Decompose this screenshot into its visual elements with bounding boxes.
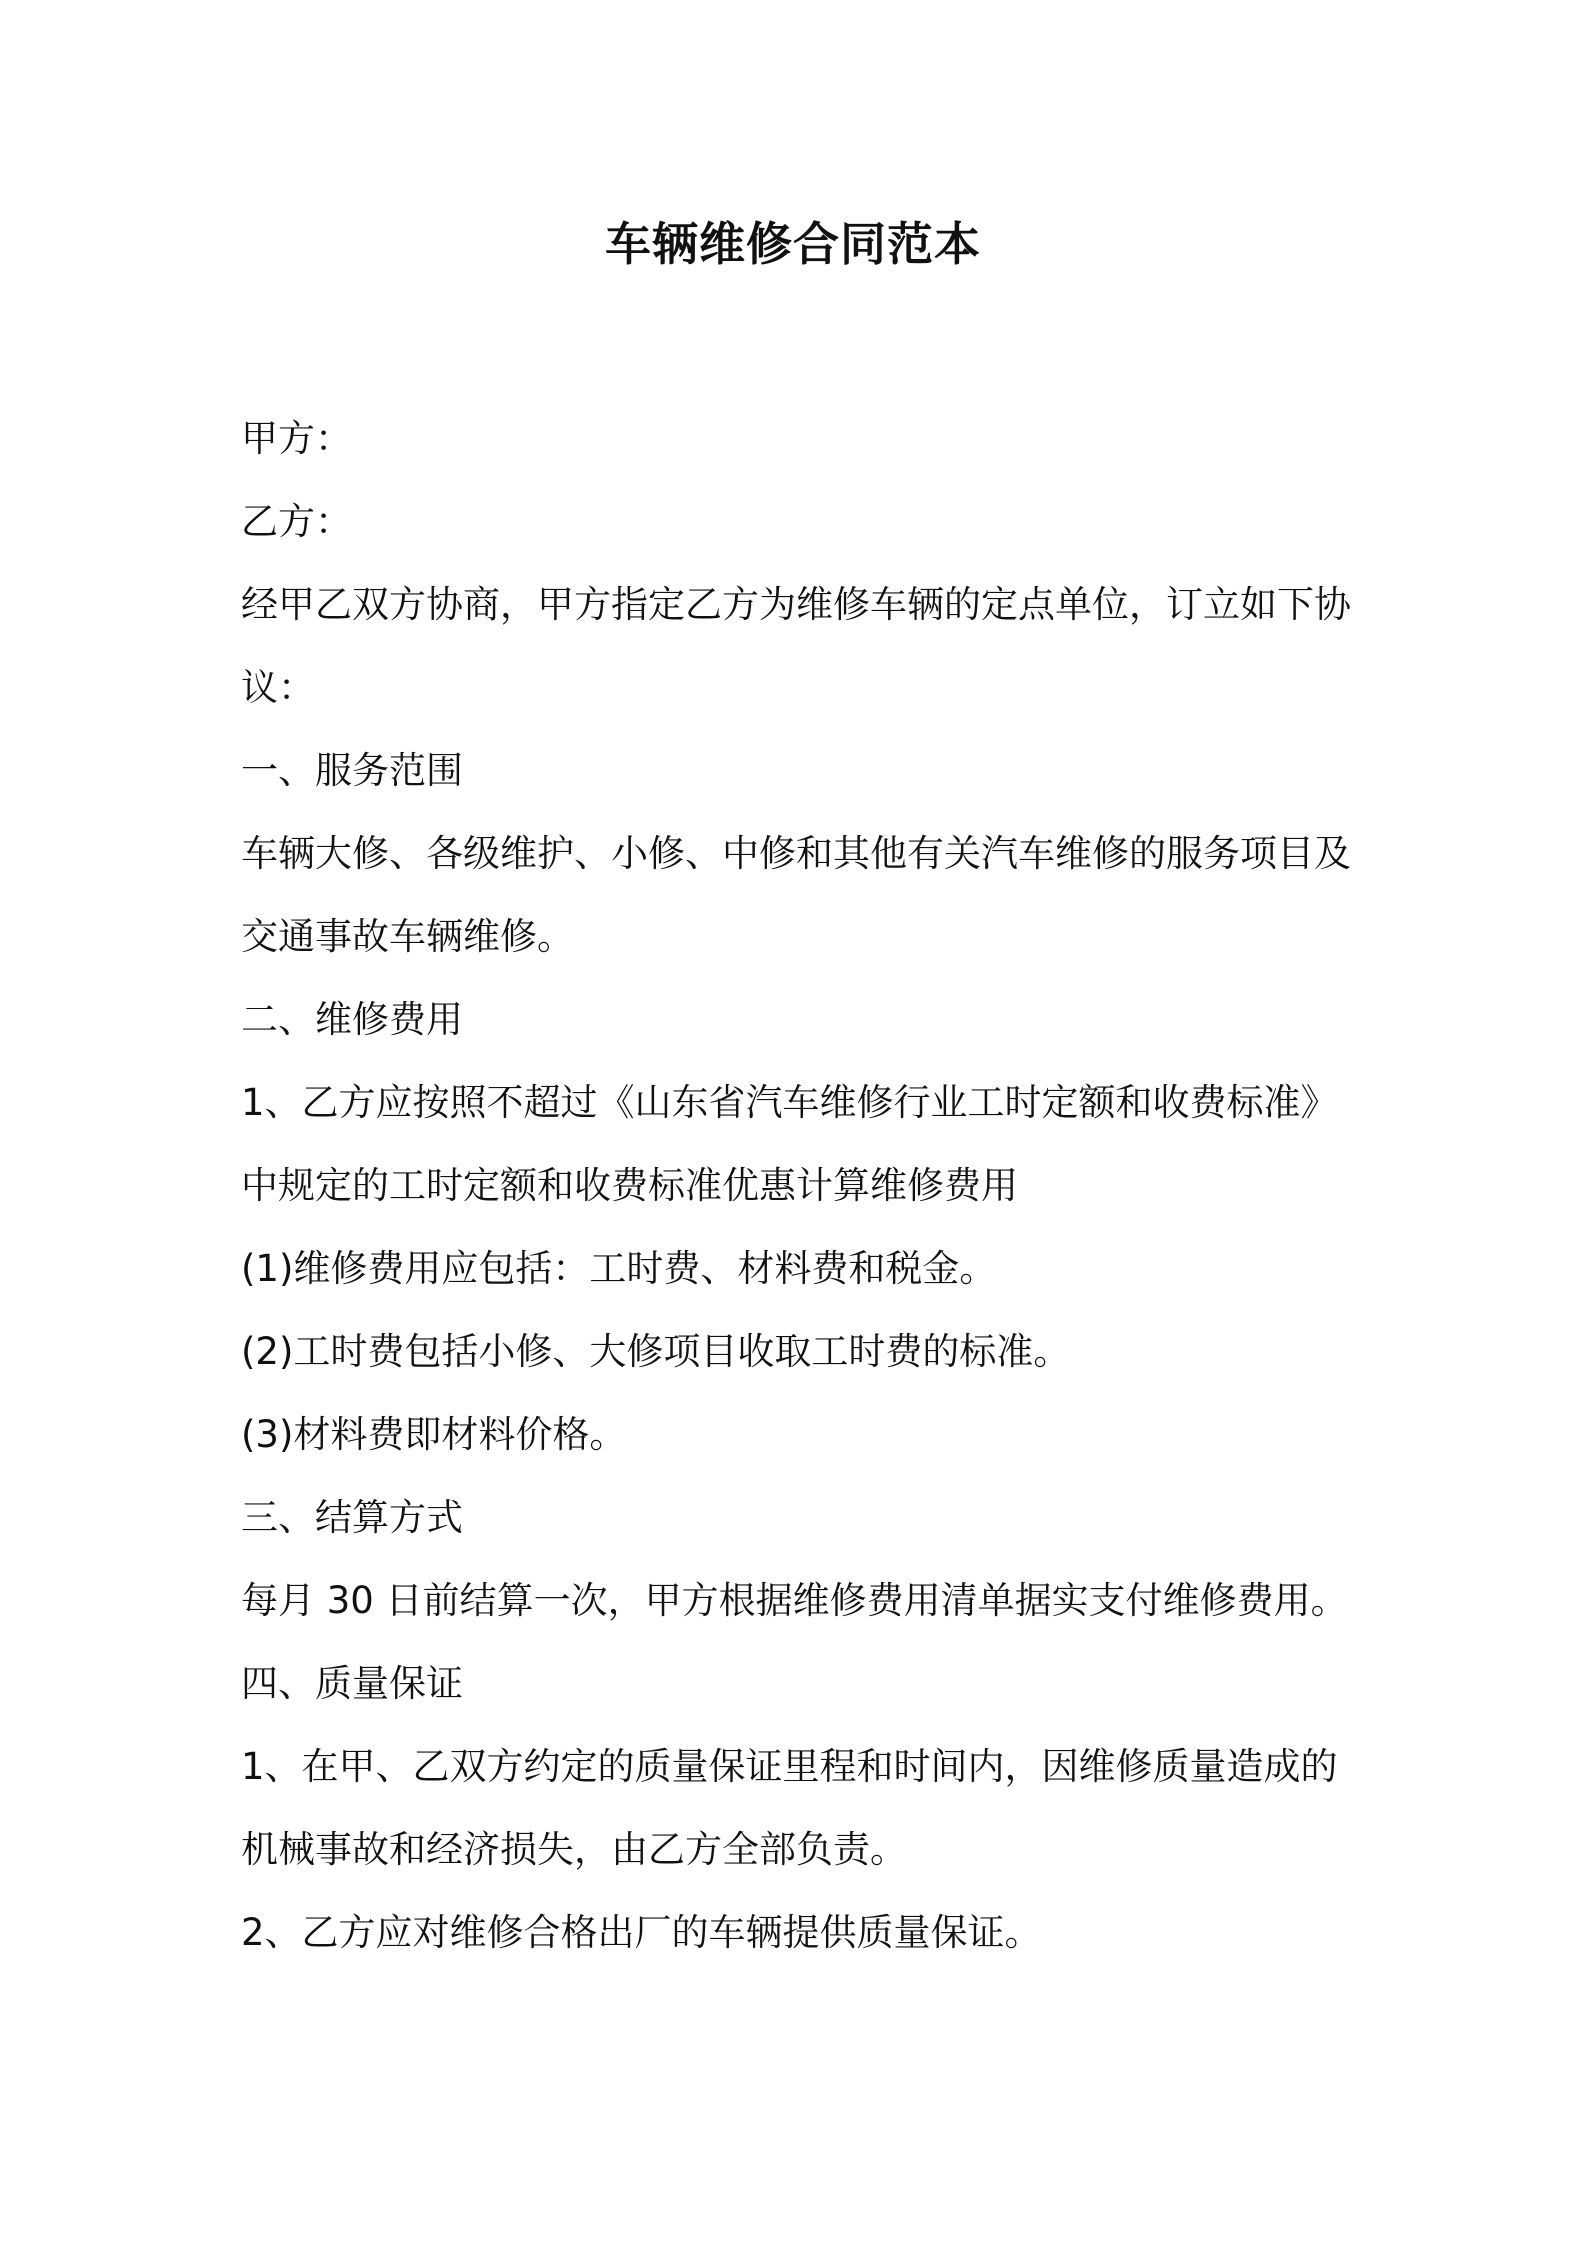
settlement-line: 每月 30 日前结算一次，甲方根据维修费用清单据实支付维修费用。 — [241, 1579, 1348, 1622]
repair-fees-item-2: (2)工时费包括小修、大修项目收取工时费的标准。 — [241, 1330, 1071, 1373]
section-heading-service-scope: 一、服务范围 — [241, 749, 463, 792]
preamble-line-2: 议： — [241, 666, 315, 709]
section-heading-settlement: 三、结算方式 — [241, 1496, 463, 1539]
party-a-line: 甲方： — [241, 417, 352, 460]
service-scope-line-1: 车辆大修、各级维护、小修、中修和其他有关汽车维修的服务项目及 — [241, 832, 1351, 875]
party-b-line: 乙方： — [241, 500, 352, 543]
quality-clause-2: 2、乙方应对维修合格出厂的车辆提供质量保证。 — [241, 1911, 1042, 1954]
section-heading-quality-guarantee: 四、质量保证 — [241, 1662, 463, 1705]
repair-fees-clause-1-line-1: 1、乙方应按照不超过《山东省汽车维修行业工时定额和收费标准》 — [241, 1081, 1338, 1124]
repair-fees-item-3: (3)材料费即材料价格。 — [241, 1413, 627, 1456]
service-scope-line-2: 交通事故车辆维修。 — [241, 915, 574, 958]
section-heading-repair-fees: 二、维修费用 — [241, 998, 463, 1041]
quality-clause-1-line-2: 机械事故和经济损失，由乙方全部负责。 — [241, 1828, 907, 1871]
repair-fees-item-1: (1)维修费用应包括：工时费、材料费和税金。 — [241, 1247, 997, 1290]
repair-fees-clause-1-line-2: 中规定的工时定额和收费标准优惠计算维修费用 — [241, 1164, 1018, 1207]
preamble-line-1: 经甲乙双方协商，甲方指定乙方为维修车辆的定点单位，订立如下协 — [241, 583, 1351, 626]
document-title: 车辆维修合同范本 — [605, 217, 981, 271]
quality-clause-1-line-1: 1、在甲、乙双方约定的质量保证里程和时间内，因维修质量造成的 — [241, 1745, 1338, 1788]
